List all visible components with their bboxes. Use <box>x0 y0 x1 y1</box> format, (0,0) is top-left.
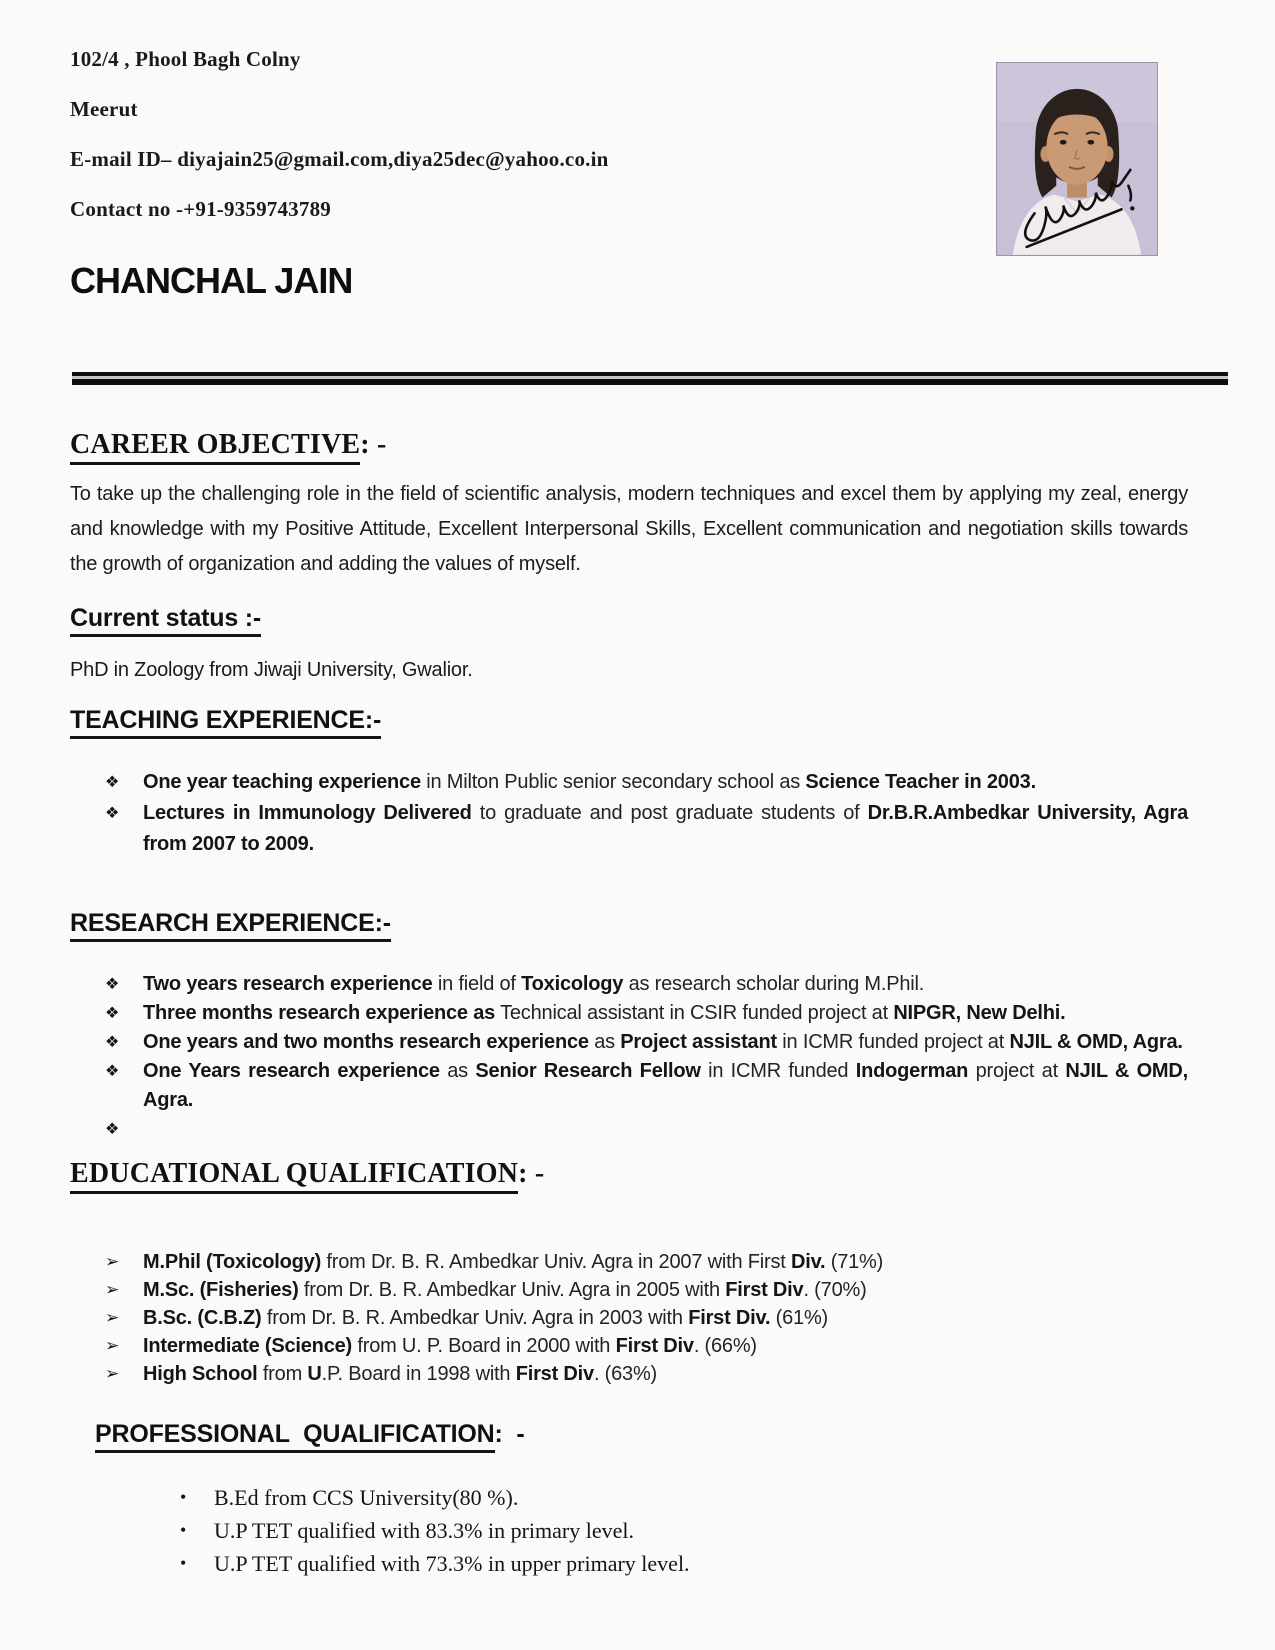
professional-qualification-list <box>70 1481 1188 1580</box>
candidate-photo <box>996 62 1158 256</box>
teaching-experience-list <box>70 767 1188 859</box>
list-item: ➢ Intermediate (Science) from U. P. Board in 2000 with First Div. (66%) <box>105 1332 1188 1360</box>
bullet-icon: ➢ <box>105 1364 120 1383</box>
section-heading-career-objective: CAREER OBJECTIVE: - <box>70 429 1188 461</box>
list-item: • B.Ed from CCS University(80 %). <box>180 1481 1188 1514</box>
section-heading-research-experience: RESEARCH EXPERIENCE:- <box>70 909 1188 938</box>
current-status-text: PhD in Zoology from Jiwaji University, Gwalior. <box>70 659 473 681</box>
bullet-icon: ❖ <box>105 1063 120 1080</box>
section-heading-current-status: Current status :- <box>70 604 1188 633</box>
bullet-icon: ➢ <box>105 1308 120 1327</box>
section-heading-educational-qualification: EDUCATIONAL QUALIFICATION: - <box>70 1158 1188 1190</box>
bullet-icon: • <box>180 1487 187 1507</box>
list-item: • U.P TET qualified with 83.3% in primary level. <box>180 1514 1188 1547</box>
list-item: ➢ High School from U.P. Board in 1998 with First Div. (63%) <box>105 1360 1188 1388</box>
contact-line: Contact no -+91-9359743789 <box>70 197 331 221</box>
portrait-illustration <box>997 63 1157 255</box>
list-item: ➢ B.Sc. (C.B.Z) from Dr. B. R. Ambedkar Univ. Agra in 2003 with First Div. (61%) <box>105 1304 1188 1332</box>
list-item <box>105 1115 1188 1144</box>
resume-body <box>0 429 1188 1580</box>
candidate-name: CHANCHAL JAIN <box>70 260 353 301</box>
bullet-icon: ❖ <box>105 976 120 993</box>
eye <box>1087 140 1094 145</box>
section-heading-professional-qualification: PROFESSIONAL QUALIFICATION: - <box>95 1420 1188 1449</box>
bullet-icon: ❖ <box>105 1034 120 1051</box>
bullet-icon: ❖ <box>105 774 120 791</box>
list-item: ❖ Three months research experience as Technical assistant in CSIR funded project at NIPGR, New Delhi. <box>105 999 1188 1028</box>
bullet-icon: ❖ <box>105 805 120 822</box>
email-line: E-mail ID– diyajain25@gmail.com,diya25dec@yahoo.co.in <box>70 147 609 171</box>
list-item: ❖ One years and two months research experience as Project assistant in ICMR funded project at NJIL & OMD, Agra. <box>105 1028 1188 1057</box>
educational-qualification-list <box>70 1248 1188 1388</box>
career-objective-text: To take up the challenging role in the field of scientific analysis, modern techniques and excel them by applying my zeal, energy and knowledge with my Positive Attitude, Excellent Interpersonal Skills, Excellent communication and negotiation skills towards the growth of organization and adding the values of myself. <box>70 483 1188 575</box>
list-item: ❖ Lectures in Immunology Delivered to graduate and post graduate students of Dr.B.R.Ambedkar University, Agra from 2007 to 2009. <box>105 798 1188 859</box>
eye <box>1060 140 1067 145</box>
divider-rule <box>72 372 1228 385</box>
face <box>1046 110 1107 185</box>
bullet-icon: ➢ <box>105 1252 120 1271</box>
bullet-icon: • <box>180 1520 187 1540</box>
list-item: ❖ One Years research experience as Senior Research Fellow in ICMR funded Indogerman project at NJIL & OMD, Agra. <box>105 1057 1188 1115</box>
address-line-1: 102/4 , Phool Bagh Colny <box>70 47 301 71</box>
list-item: • U.P TET qualified with 73.3% in upper primary level. <box>180 1547 1188 1580</box>
list-item: ❖ One year teaching experience in Milton Public senior secondary school as Science Teacher in 2003. <box>105 767 1188 798</box>
bullet-icon: • <box>180 1553 187 1573</box>
list-item: ❖ Two years research experience in field of Toxicology as research scholar during M.Phil. <box>105 970 1188 999</box>
bullet-icon: ➢ <box>105 1280 120 1299</box>
bullet-icon: ❖ <box>105 1005 120 1022</box>
section-heading-teaching-experience: TEACHING EXPERIENCE:- <box>70 706 1188 735</box>
bullet-icon: ➢ <box>105 1336 120 1355</box>
address-line-2: Meerut <box>70 97 138 121</box>
bullet-icon: ❖ <box>105 1121 120 1138</box>
list-item: ➢ M.Sc. (Fisheries) from Dr. B. R. Ambedkar Univ. Agra in 2005 with First Div. (70%) <box>105 1276 1188 1304</box>
research-experience-list <box>70 970 1188 1144</box>
list-item: ➢ M.Phil (Toxicology) from Dr. B. R. Ambedkar Univ. Agra in 2007 with First Div. (71%) <box>105 1248 1188 1276</box>
